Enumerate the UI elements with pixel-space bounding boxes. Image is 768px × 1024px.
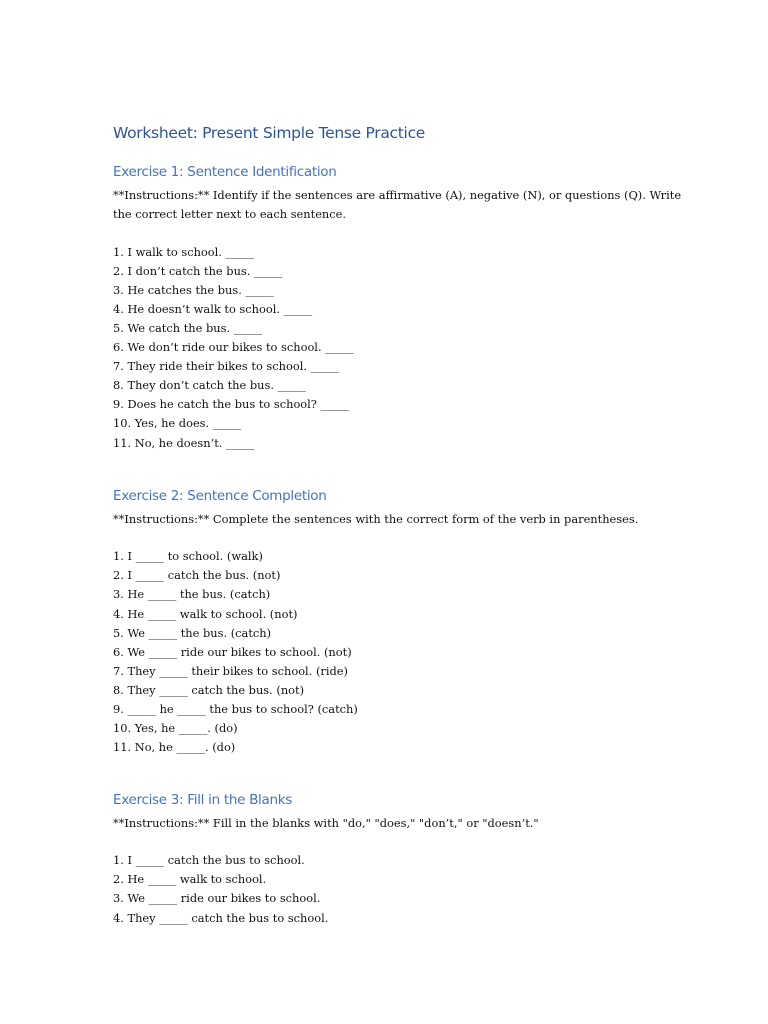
list-item: 1. I walk to school. _____ xyxy=(113,244,255,259)
exercise-heading: Exercise 3: Fill in the Blanks xyxy=(113,792,292,808)
list-item: 4. He _____ walk to school. (not) xyxy=(113,606,298,621)
list-item: 2. He _____ walk to school. xyxy=(113,872,267,887)
list-item: 9. Does he catch the bus to school? _____ xyxy=(113,397,350,412)
exercise-instructions: **Instructions:** Fill in the blanks with "do," "does," "don’t," or "doesn’t." xyxy=(113,816,539,830)
item-list xyxy=(113,243,693,453)
worksheet-title: Worksheet: Present Simple Tense Practice xyxy=(113,124,426,142)
list-item: 8. They don’t catch the bus. _____ xyxy=(113,378,307,393)
exercise-3 xyxy=(113,790,693,928)
list-item: 6. We don’t ride our bikes to school. _____ xyxy=(113,340,354,355)
list-item: 2. I _____ catch the bus. (not) xyxy=(113,568,281,583)
list-item: 2. I don’t catch the bus. _____ xyxy=(113,263,283,278)
list-item: 6. We _____ ride our bikes to school. (not) xyxy=(113,644,352,659)
list-item: 7. They ride their bikes to school. _____ xyxy=(113,359,340,374)
list-item: 5. We catch the bus. _____ xyxy=(113,320,263,335)
item-list xyxy=(113,547,693,757)
exercise-instructions: **Instructions:** Complete the sentences with the correct form of the verb in parentheses. xyxy=(113,512,639,526)
item-list xyxy=(113,851,693,927)
exercise-1 xyxy=(113,162,693,453)
list-item: 1. I _____ catch the bus to school. xyxy=(113,853,305,868)
list-item: 11. No, he doesn’t. _____ xyxy=(113,435,255,450)
list-item: 7. They _____ their bikes to school. (ride) xyxy=(113,663,348,678)
list-item: 3. He catches the bus. _____ xyxy=(113,282,274,297)
list-item: 11. No, he _____. (do) xyxy=(113,740,236,755)
exercise-2 xyxy=(113,486,693,757)
list-item: 8. They _____ catch the bus. (not) xyxy=(113,682,305,697)
list-item: 5. We _____ the bus. (catch) xyxy=(113,625,272,640)
list-item: 10. Yes, he does. _____ xyxy=(113,416,242,431)
list-item: 9. _____ he _____ the bus to school? (catch) xyxy=(113,702,358,717)
list-item: 1. I _____ to school. (walk) xyxy=(113,549,263,564)
list-item: 3. We _____ ride our bikes to school. xyxy=(113,891,321,906)
list-item: 4. He doesn’t walk to school. _____ xyxy=(113,301,313,316)
exercise-heading: Exercise 2: Sentence Completion xyxy=(113,488,327,504)
exercise-instructions: **Instructions:** Identify if the sentences are affirmative (A), negative (N), or questions (Q). Write the correct letter next to each sentence. xyxy=(113,188,682,222)
exercise-heading: Exercise 1: Sentence Identification xyxy=(113,164,337,180)
list-item: 10. Yes, he _____. (do) xyxy=(113,721,238,736)
list-item: 4. They _____ catch the bus to school. xyxy=(113,910,329,925)
list-item: 3. He _____ the bus. (catch) xyxy=(113,587,271,602)
